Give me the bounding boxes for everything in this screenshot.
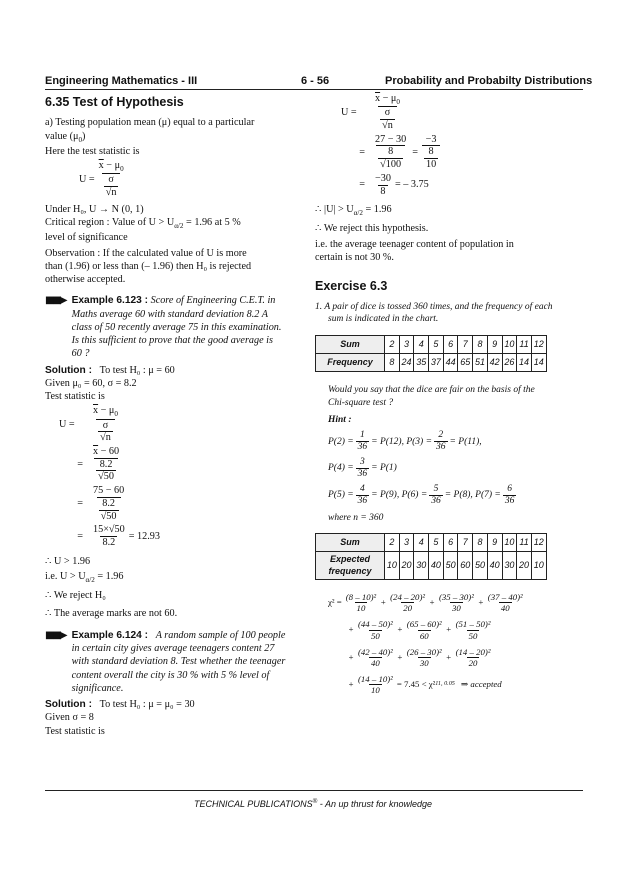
plus: + [429,597,435,608]
prob-text: = P(1) [371,463,397,474]
table-cell: 7 [458,534,473,552]
result: = – 3.75 [394,179,429,191]
footer-brand: TECHNICAL PUBLICATIONS [193,799,313,809]
numerator: (65 – 60)² [406,619,442,630]
prob-line [328,457,583,480]
hint-probabilities [328,430,583,524]
sigma: σ [102,419,109,431]
denominator: 30 [419,657,429,668]
question-line: Chi-square test ? [328,397,394,408]
plus: + [477,597,484,608]
denominator: 36 [431,495,441,506]
prob-text: = P(9), P(6) = [371,490,428,501]
conclusion-line: certain is not 30 %. [315,252,394,264]
question-line: sum is indicated in the chart. [328,313,439,324]
table-cell: 26 [502,354,517,372]
reject-h0: ∴ We reject H₀ [45,590,106,602]
table-cell: 35 [414,354,429,372]
denominator: 36 [357,469,368,480]
under-h0: Under H₀, U → N (0, 1) [45,203,144,215]
derivation-124 [341,93,583,197]
prob-line [328,430,583,453]
u-equals: U = [341,106,357,118]
numerator: 5 [433,483,439,494]
table-cell: 37 [429,354,444,372]
prob-line [328,484,583,507]
obs-line: otherwise accepted. [45,274,126,286]
prob-text: = P(11), [449,436,482,447]
table-cell: 44 [443,354,458,372]
sd: 8 [388,146,394,158]
table-cell: 3 [399,534,414,552]
deriv-step [341,93,583,132]
table-cell: 3 [399,336,414,354]
table-cell: 4 [414,534,429,552]
sigma: σ [108,174,114,186]
example-label: Example 6.123 : [71,295,149,307]
conclusion-line: i.e. the average teenager content of population in [315,238,514,250]
critical-text: level of significance [45,232,128,244]
sqrt-50: √50 [100,510,117,522]
prob-text: P(4) = [328,463,354,474]
denominator: 40 [370,657,380,668]
exercise-title: Exercise 6.3 [315,279,388,294]
plus: + [348,678,354,689]
minus-sixty: − 60 [98,445,120,457]
footer [0,798,626,811]
u-fraction [97,160,126,199]
xbar: $\overline{x}$ [375,93,381,104]
sd: 8.2 [99,458,113,470]
critical-text: = 1.96 at 5 % [183,216,241,228]
numerator: 6 [507,483,512,494]
abs-u: ∴ |U| > U [315,204,354,216]
header-left: Engineering Mathematics - III [45,75,198,87]
table-cell: 10 [531,552,546,580]
example-text: significance. [71,682,124,694]
equals: = [359,146,365,158]
table-header-cell: Sum [316,336,385,354]
equals: = [412,146,418,158]
table-cell: 40 [487,552,502,580]
example-6-124 [45,629,305,695]
table-cell: 60 [458,552,473,580]
deriv-step [59,405,305,444]
table-cell: 20 [517,552,532,580]
plus: + [380,597,387,608]
question-line: Would you say that the dice are fair on the basis of the [328,385,535,396]
given-123: Given μ₀ = 60, σ = 8.2 [45,377,137,389]
plus: + [445,651,452,662]
denominator: 60 [419,630,429,641]
table-cell: 11 [517,534,532,552]
question-line: 1. A pair of dice is tossed 360 times, and the frequency of each [315,301,553,312]
where-n: where n = 360 [328,512,384,523]
denominator: 50 [468,630,478,641]
fraction [91,485,126,522]
table-cell: 10 [502,336,517,354]
numerator: 15×√50 [93,524,125,536]
fraction [422,134,440,171]
subscript: 11, 0.05 [435,681,455,688]
derivation-123 [59,405,305,548]
table-cell: 50 [473,552,488,580]
denominator: 36 [357,495,368,506]
chi-line [328,592,583,613]
subscript: 0 [78,135,83,144]
solution-124 [45,698,305,711]
table-cell: 51 [473,354,488,372]
table-cell: 14 [531,354,546,372]
plus: + [396,651,403,662]
example-6-123 [45,294,305,360]
sd: 8.2 [102,497,115,509]
frequency-table [315,335,547,372]
sd: 8 [428,146,434,158]
denominator: 8.2 [102,537,116,548]
prob-text: = P(8), P(7) = [444,490,501,501]
numerator: 75 − 60 [93,485,125,497]
example-text: content overall the city is 30 % with 5 % level of [71,669,270,681]
table-cell: 9 [487,534,502,552]
numerator: 1 [360,430,365,441]
table-cell: 6 [443,336,458,354]
sqrt-n: √n [382,119,393,131]
minus-mu: − μ [98,405,115,417]
prob-text: P(2) = [328,436,354,447]
table-cell: 50 [443,552,458,580]
plus: + [396,624,403,635]
fraction [373,134,408,171]
numerator: (26 – 30)² [406,646,442,657]
denominator: 10 [356,603,366,614]
chi-symbol: χ² = [328,597,342,608]
intro-line [45,130,305,145]
table-row [316,354,547,372]
denominator: 8 [380,185,386,197]
prob-text: P(5) = [328,490,354,501]
numerator: (44 – 50)² [357,619,393,630]
table-cell: 4 [414,336,429,354]
table-cell: 5 [429,534,444,552]
critical-region [45,216,305,245]
denominator: 10 [370,684,380,695]
table-cell: 8 [385,354,400,372]
numerator: 4 [360,483,365,494]
example-text: in certain city gives average teenagers content 27 [71,643,275,655]
abs-u: = 1.96 [362,204,392,216]
solution-text: To test H₀ : μ = μ₀ = 30 [99,699,195,711]
result: = 12.93 [128,530,160,542]
intro-line-text: value (μ [45,130,79,142]
chi-result: = 7.45 < χ² [396,678,436,689]
numerator: (14 – 10)² [357,673,393,684]
plus: + [348,624,354,635]
u-equals: U = [79,173,95,185]
expected-frequency-table [315,533,547,580]
obs-line: Observation : If the calculated value of U is more [45,247,247,259]
left-column [45,94,305,738]
table-cell: 20 [399,552,414,580]
denominator: 36 [436,442,446,453]
subscript: 0 [114,410,118,419]
minus-mu: − μ [103,160,121,172]
header-page-number: 6 - 56 [301,75,330,87]
equals: = [359,179,365,191]
solution-123 [45,364,305,377]
chi-line [348,619,583,640]
equals: = [77,530,83,542]
numerator: (35 – 30)² [438,592,474,603]
sqrt-n: √n [100,432,111,444]
xbar: $\overline{x}$ [93,405,99,417]
example-text: with standard deviation 8. Test whether the teenager [71,656,286,668]
numerator: 2 [438,430,444,441]
table-cell: 14 [517,354,532,372]
numerator: 3 [360,457,365,468]
conclusion [315,238,583,265]
prob-text: = P(12), P(3) = [371,436,433,447]
footer-reg: ® [312,798,318,805]
subscript: α/2 [353,209,363,218]
denominator: 10 [425,159,437,171]
fraction [373,93,402,132]
fraction [91,446,121,483]
deriv-step [59,446,305,483]
right-column [315,93,583,695]
deriv-step [341,173,583,197]
table-cell: 42 [487,354,502,372]
table-cell: 10 [502,534,517,552]
obs-line: than (1.96) or less than (– 1.96) then H₀ is rejected [45,260,252,272]
table-cell: 24 [399,354,414,372]
header-rule [45,89,583,90]
solution-label: Solution : [45,364,92,376]
numerator: (37 – 40)² [487,592,523,603]
section-title: 6.35 Test of Hypothesis [45,95,184,109]
table-cell: 10 [385,552,400,580]
example-text: Maths average 60 with standard deviation 8.2 A [71,308,268,320]
table-row [316,336,547,354]
example-text: A random sample of 100 people [155,629,286,641]
stat-is: Test statistic is [45,391,105,403]
numerator: (14 – 20)² [455,646,491,657]
intro-text [45,116,305,158]
equals: = [77,458,83,470]
denominator: 50 [370,630,380,641]
denominator: 30 [452,603,461,614]
hint-label: Hint : [328,414,352,425]
example-text: class of 50 recently average 75 in this examination. [71,321,282,333]
subscript: 0 [396,98,400,107]
u-equals: U = [59,419,75,430]
table-header-cell: Sum [316,534,385,552]
plus: + [348,651,354,662]
table-cell: 7 [458,336,473,354]
table-cell: 6 [443,534,458,552]
table-cell: 30 [502,552,517,580]
sigma: σ [384,107,391,119]
fraction [91,405,120,444]
footer-rule [45,790,583,791]
denominator: 36 [504,495,515,506]
xbar: $\overline{x}$ [98,160,104,172]
example-arrow-icon: ■■▶ [45,295,66,307]
table-row [316,552,547,580]
numerator: −3 [425,133,437,145]
question-text [328,384,583,409]
accepted: ⇒ accepted [460,678,502,689]
ie-u: i.e. U > U [45,570,86,582]
table-cell: 8 [473,534,488,552]
numerator: 27 − 30 [375,133,407,145]
stat-intro: Here the test statistic is [45,145,140,157]
table-cell: 5 [429,336,444,354]
equals: = [77,498,83,510]
therefore-u: ∴ U > 1.96 [45,555,91,567]
fraction [373,173,393,197]
reject-hypothesis: ∴ We reject this hypothesis. [315,222,429,234]
deriv-step [59,485,305,522]
deriv-step [59,524,305,548]
xbar: $\overline{x}$ [93,445,99,457]
numerator: (8 – 10)² [345,592,377,603]
subscript: α/2 [85,576,95,584]
example-text: Is this sufficient to prove that the good average is [71,335,273,347]
solution-text: To test H₀ : μ = 60 [99,364,175,376]
table-cell: 2 [385,336,400,354]
table-cell: 12 [531,534,546,552]
critical-text: Critical region : Value of U > U [45,216,175,228]
numerator: (24 – 20)² [390,592,426,603]
denominator: 36 [357,442,368,453]
numerator: (42 – 40)² [357,646,393,657]
table-cell: 30 [414,552,429,580]
intro-line-text: ) [82,130,86,142]
denominator: 40 [500,603,510,614]
table-row [316,534,547,552]
table-cell: 2 [385,534,400,552]
chi-line [348,647,583,668]
table-header-cell: Expected frequency [316,552,385,580]
header-right: Probability and Probabilty Distributions [385,75,593,87]
plus: + [445,624,452,635]
example-text: 60 ? [71,348,90,360]
numerator: (51 – 50)² [455,619,491,630]
ie-u: = 1.96 [94,570,124,582]
table-cell: 65 [458,354,473,372]
subscript: α/2 [174,222,184,231]
example-label: Example 6.124 : [71,629,149,641]
table-header-cell: Frequency [316,354,385,372]
footer-tagline: - An up thrust for knowledge [317,799,433,809]
table-cell: 40 [429,552,444,580]
chi-line [348,674,583,695]
subscript: 0 [120,165,124,174]
observation [45,247,305,287]
solution-label: Solution : [45,699,92,711]
u-formula [79,160,305,199]
sqrt-n: √n [105,187,117,199]
question-1 [315,301,583,326]
chi-square-calc [328,592,583,695]
table-cell: 12 [531,336,546,354]
sqrt-100: √100 [380,159,402,171]
denominator: 20 [403,603,412,614]
minus-mu: − μ [380,93,397,104]
not-60: ∴ The average marks are not 60. [45,607,178,619]
given-124: Given σ = 8 [45,712,94,724]
example-text: Score of Engineering C.E.T. in [150,295,276,307]
sqrt-50: √50 [98,471,114,483]
numerator: −30 [375,172,391,184]
intro-line: a) Testing population mean (μ) equal to a particular [45,117,255,129]
stat-is: Test statistic is [45,725,105,737]
example-arrow-icon: ■■▶ [45,629,66,641]
denominator: 20 [468,657,478,668]
table-cell: 11 [517,336,532,354]
table-cell: 8 [473,336,488,354]
fraction [91,524,127,548]
table-cell: 9 [487,336,502,354]
deriv-step [341,134,583,171]
